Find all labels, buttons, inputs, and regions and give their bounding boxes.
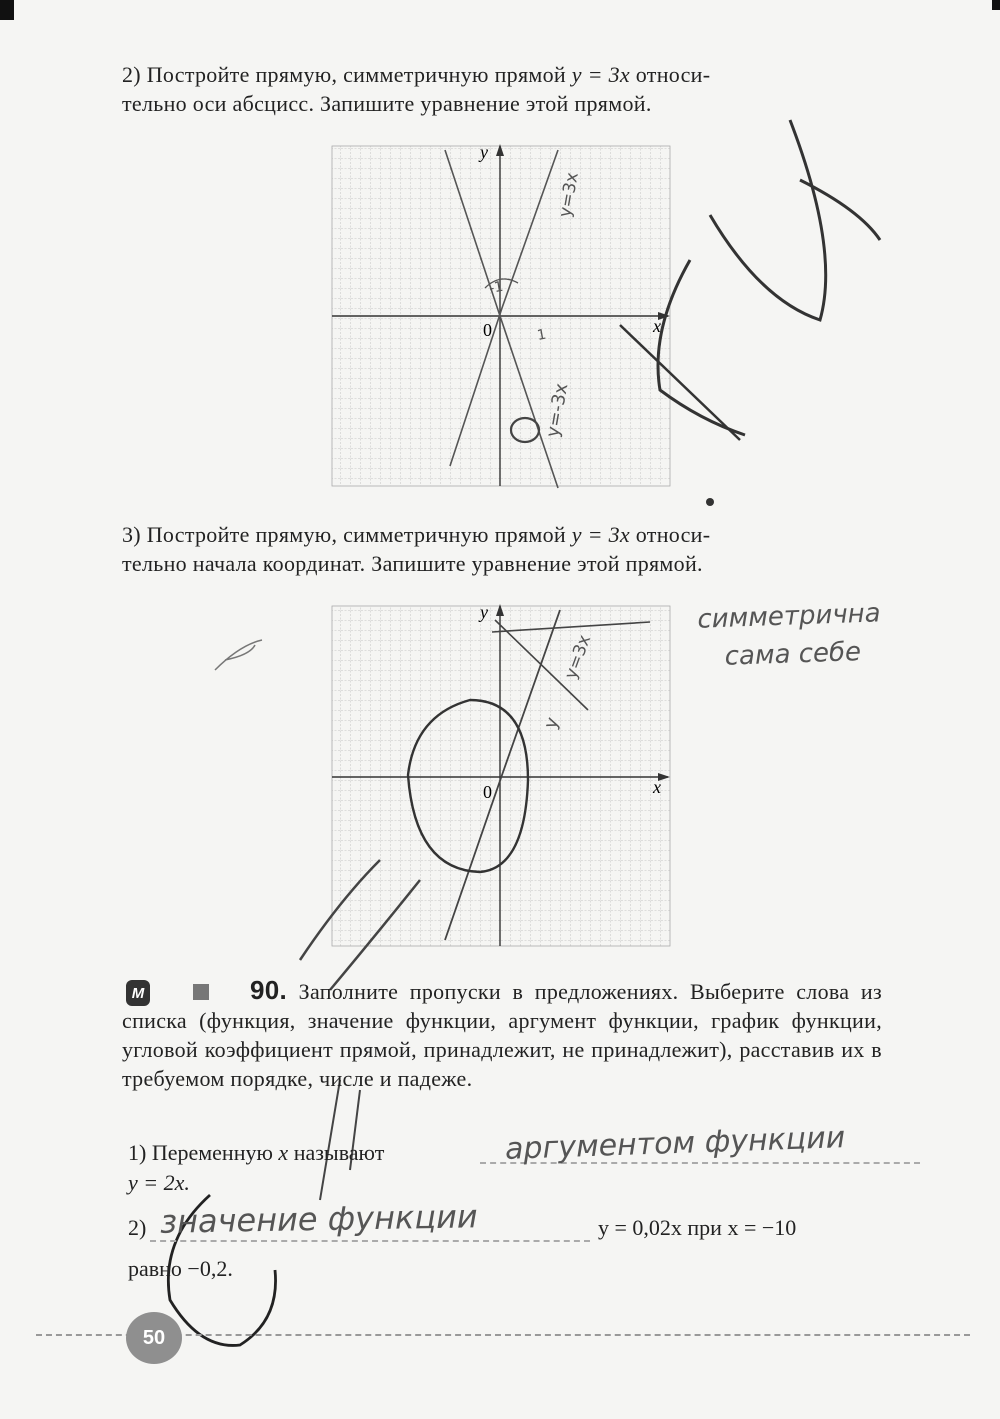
task3-line2: тельно начала координат. Запишите уравнение этой прямой. [122,551,703,576]
side-note-line1: симметрична [696,598,882,635]
item1-handwritten-answer: аргументом функции [504,1120,846,1167]
item2-pre: 2) [128,1215,147,1240]
item1-pre: 1) Переменную [128,1140,279,1165]
item2-end: равно −0,2. [128,1256,233,1281]
item1-mid: называют [288,1140,385,1165]
item1-var: x [278,1140,289,1165]
graph1-hand-label-neg1: -1 [487,278,505,297]
task2-formula: y = 3x [571,62,630,87]
item1-end: y = 2x. [128,1170,190,1195]
graph1-y-label: y [480,142,488,162]
item2-handwritten-answer: значение функции [159,1197,478,1241]
graph2-x-label: x [653,777,661,797]
task90-intro [122,976,882,1093]
graph1-origin-label: 0 [483,320,492,340]
task90-item1 [128,1138,384,1167]
item2-post: y = 0,02x при x = −10 [598,1215,797,1240]
graph1-x-label: x [653,316,661,336]
task2-line2: тельно оси абсцисс. Запишите уравнение этой прямой. [122,91,652,116]
page-number-badge [126,1312,182,1364]
graph1-hand-label-yneg3x: y=-3x [542,381,573,439]
graph2-origin-label: 0 [483,782,492,802]
graph1-hand-label-1: 1 [535,326,548,344]
task3-line1-pre: 3) Постройте прямую, симметричную прямой [122,522,572,547]
exercise-marker-letter: М [131,984,145,1002]
task2-line1-post: относи- [629,62,711,87]
task3-formula: y = 3x [571,522,630,547]
task3-line1-post: относи- [629,522,711,547]
graph2-hand-label-y: y [539,714,564,732]
page-number: 50 [142,1326,166,1349]
side-note-line2: сама себе [724,637,862,672]
task2-line1-pre: 2) Постройте прямую, симметричную прямой [122,62,572,87]
graph2-hand-label-y3x: y=3x [560,632,596,682]
exercise-number: 90. [250,975,288,1005]
task90-intro-text: Заполните пропуски в предложениях. Выберите слова из списка (функция, значение функции, аргумент функции, график функции, угловой коэффициент прямой, принадлежит, не принадлежит), расставив их в требуемом порядке, числе и падеже. [122,979,882,1091]
item2-answer-blank[interactable] [150,1240,590,1242]
graph1-hand-label-y3x: y=3x [555,170,583,219]
graph2-y-label: y [480,602,488,622]
